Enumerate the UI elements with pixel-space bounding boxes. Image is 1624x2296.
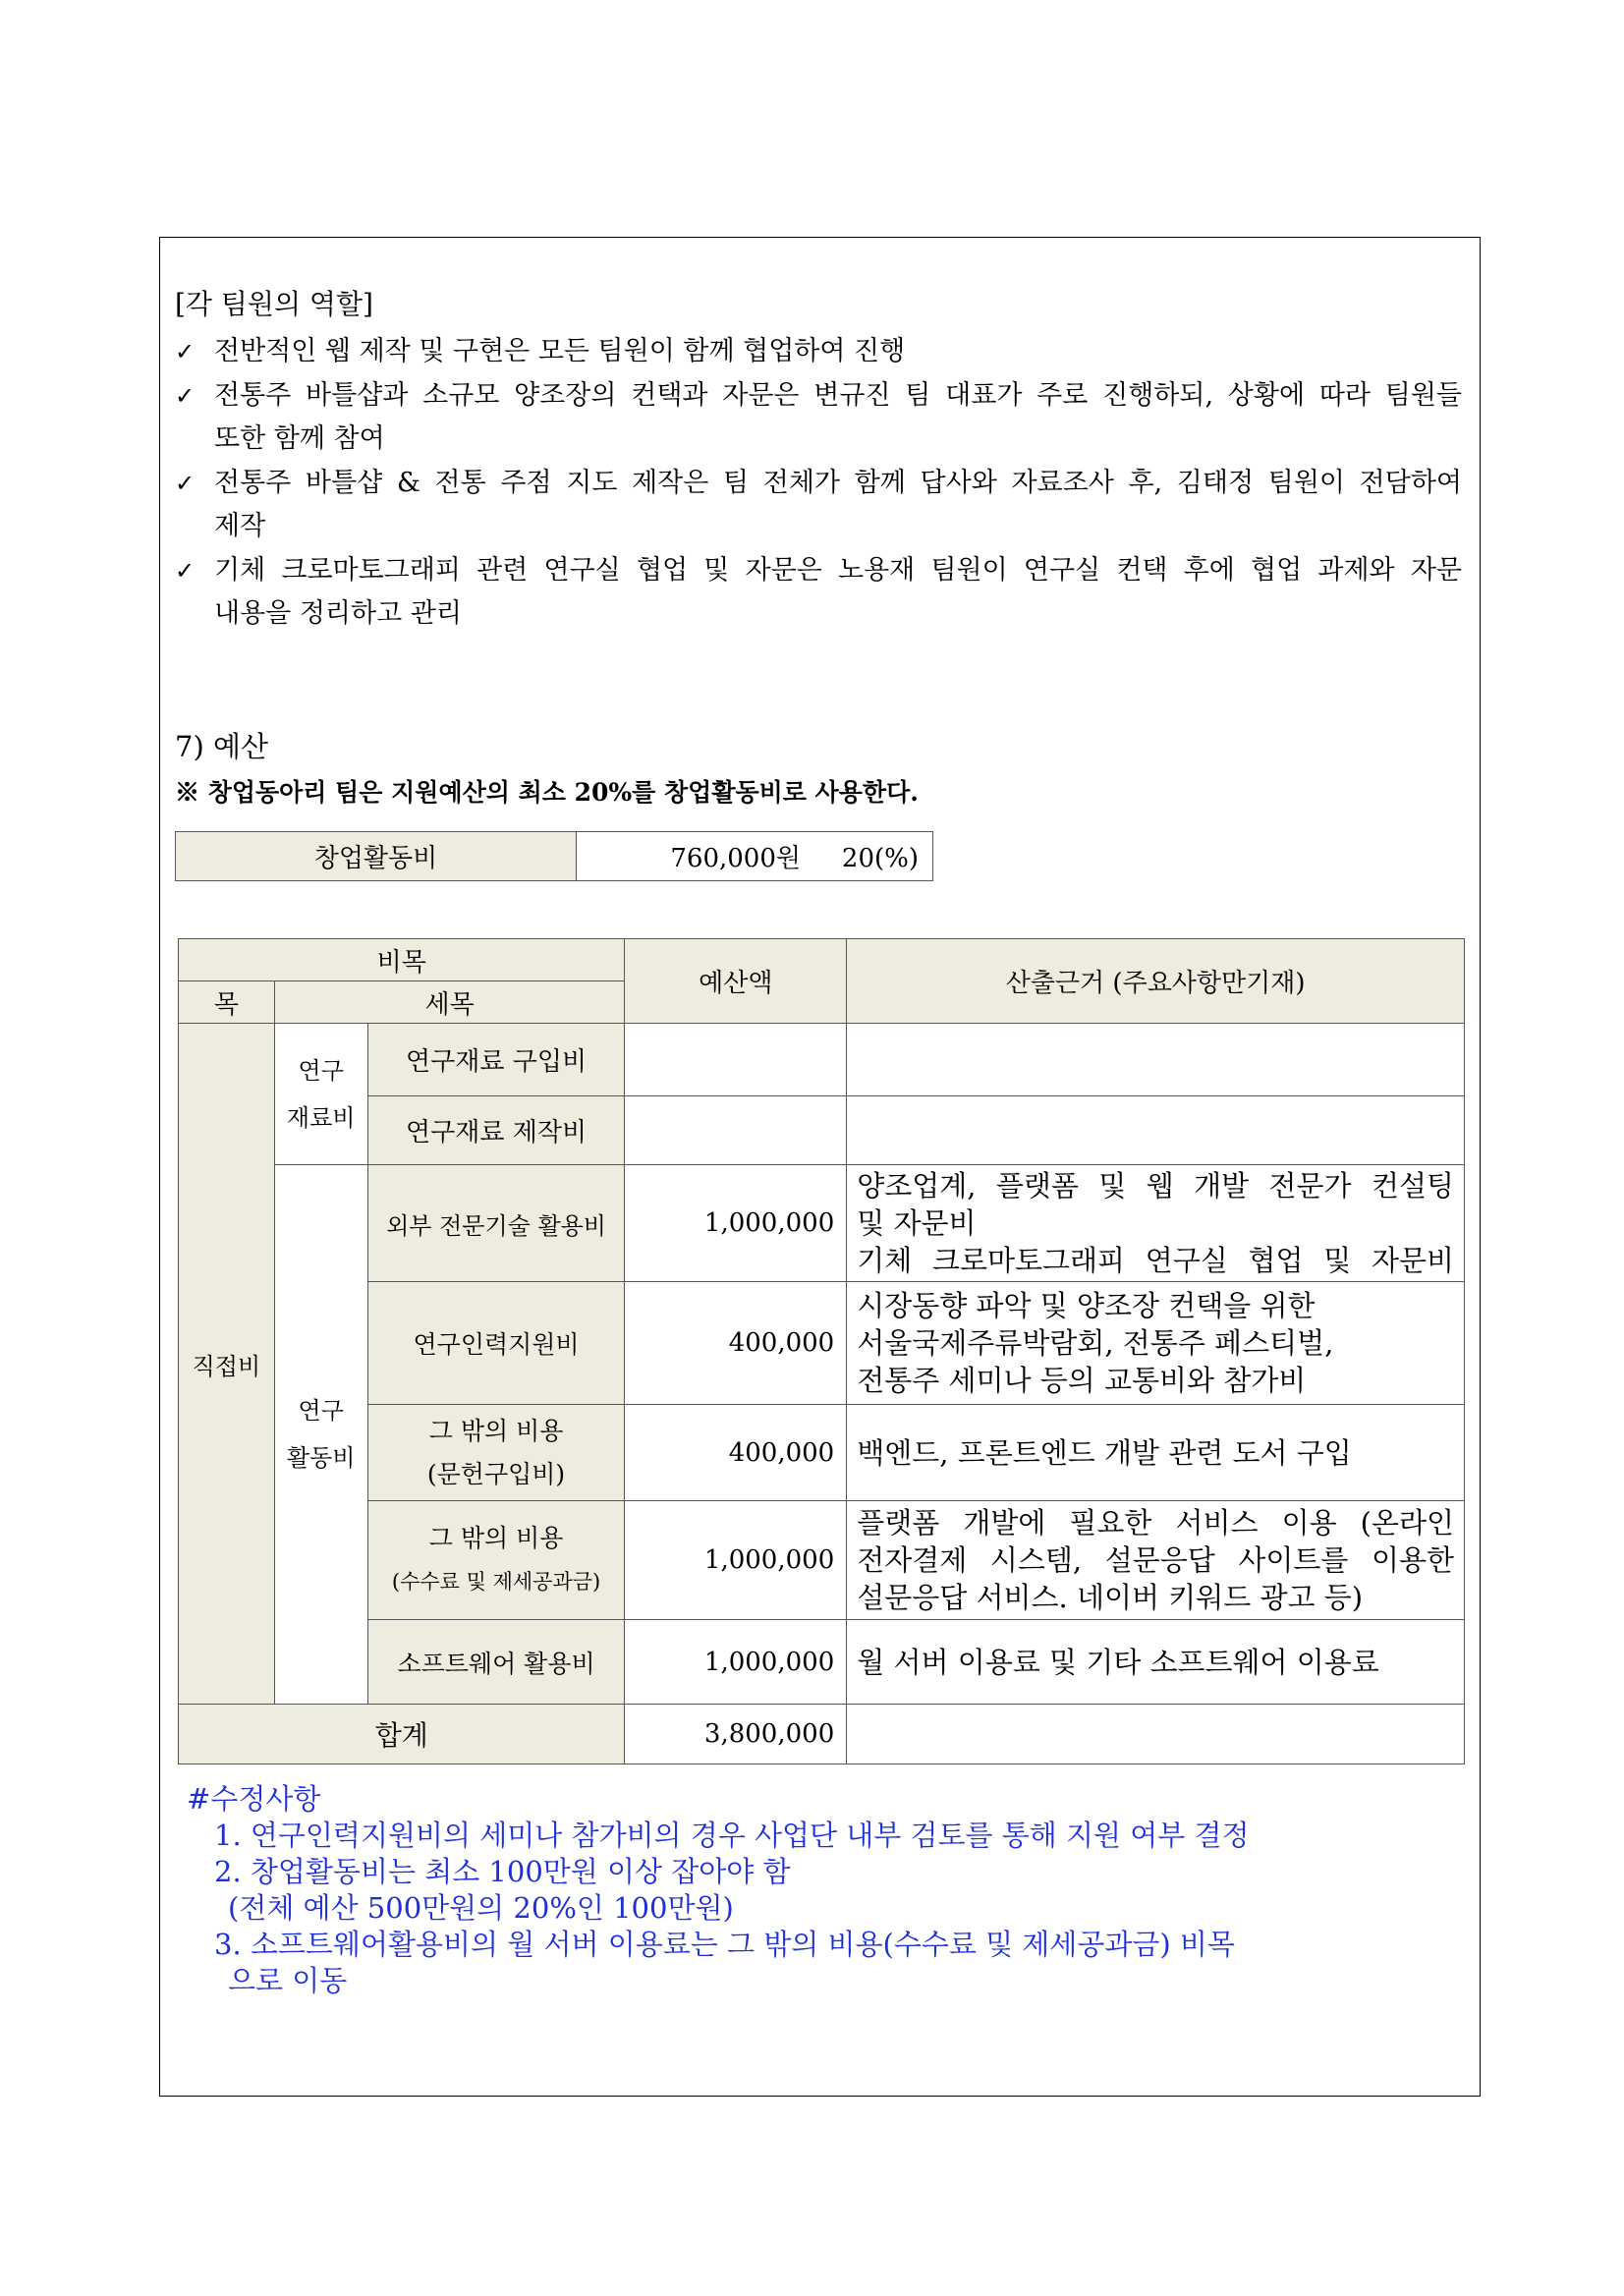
direct-cost-cell: 직접비 bbox=[179, 1024, 275, 1705]
basis-cell bbox=[847, 1096, 1465, 1165]
item-cell: 외부 전문기술 활용비 bbox=[367, 1165, 625, 1282]
check-icon: ✓ bbox=[175, 557, 196, 585]
startup-activity-values bbox=[577, 832, 933, 881]
basis-line: 월 서버 이용료 및 기타 소프트웨어 이용료 bbox=[857, 1645, 1379, 1679]
revision-item: (전체 예산 500만원의 20%인 100만원) bbox=[228, 1891, 734, 1925]
budget-table bbox=[178, 938, 1465, 1764]
role-line: 또한 함께 참여 bbox=[214, 423, 385, 454]
basis-cell bbox=[847, 1501, 1465, 1620]
basis-line: 전통주 세미나 등의 교통비와 참가비 bbox=[857, 1364, 1307, 1397]
header-category: 비목 bbox=[179, 939, 625, 981]
total-basis bbox=[847, 1705, 1465, 1764]
header-basis: 산출근거 (주요사항만기재) bbox=[847, 939, 1465, 1024]
role-bullet bbox=[175, 374, 1462, 461]
role-bullet bbox=[175, 549, 1462, 636]
basis-cell bbox=[847, 1405, 1465, 1501]
amount-cell: 1,000,000 bbox=[625, 1620, 847, 1705]
basis-line: 설문응답 서비스. 네이버 키워드 광고 등) bbox=[857, 1581, 1364, 1614]
check-icon: ✓ bbox=[175, 338, 196, 365]
item-line: (문헌구입비) bbox=[426, 1459, 566, 1488]
basis-cell bbox=[847, 1024, 1465, 1096]
header-amount: 예산액 bbox=[625, 939, 847, 1024]
check-icon: ✓ bbox=[175, 470, 196, 497]
budget-heading: 7) 예산 bbox=[175, 730, 269, 763]
group-research-material: 연구 재료비 bbox=[274, 1024, 367, 1165]
item-cell: 소프트웨어 활용비 bbox=[367, 1620, 625, 1705]
basis-line: 및 자문비 bbox=[857, 1206, 977, 1240]
item-cell bbox=[367, 1405, 625, 1501]
role-line: 제작 bbox=[214, 511, 266, 541]
role-line: 기체 크로마토그래피 관련 연구실 협업 및 자문은 노용재 팀원이 연구실 컨택 후에 협업 과제와 자문 bbox=[214, 555, 1462, 586]
basis-cell bbox=[847, 1165, 1465, 1282]
startup-activity-amount: 760,000원 bbox=[670, 844, 801, 873]
total-label: 합계 bbox=[179, 1705, 625, 1764]
amount-cell bbox=[625, 1096, 847, 1165]
item-cell: 연구재료 구입비 bbox=[367, 1024, 625, 1096]
role-bullet bbox=[175, 462, 1462, 548]
check-icon: ✓ bbox=[175, 382, 196, 410]
role-line: 내용을 정리하고 관리 bbox=[214, 598, 462, 629]
item-line: (수수료 및 제세공과금) bbox=[391, 1570, 601, 1594]
role-bullet bbox=[175, 330, 1462, 373]
revision-item: 3. 소프트웨어활용비의 월 서버 이용료는 그 밖의 비용(수수료 및 제세공과금) 비목 bbox=[214, 1928, 1235, 1961]
total-amount: 3,800,000 bbox=[625, 1705, 847, 1764]
revision-item: 으로 이동 bbox=[228, 1964, 348, 1997]
item-cell bbox=[367, 1501, 625, 1620]
header-mok: 목 bbox=[179, 981, 275, 1024]
revision-item: 2. 창업활동비는 최소 100만원 이상 잡아야 함 bbox=[214, 1855, 791, 1888]
basis-line: 백엔드, 프론트엔드 개발 관련 도서 구입 bbox=[857, 1435, 1352, 1470]
startup-activity-table bbox=[175, 831, 933, 881]
amount-cell: 1,000,000 bbox=[625, 1501, 847, 1620]
item-line: 그 밖의 비용 bbox=[428, 1416, 564, 1445]
revision-item: 1. 연구인력지원비의 세미나 참가비의 경우 사업단 내부 검토를 통해 지원 여부 결정 bbox=[214, 1819, 1250, 1852]
roles-title: [각 팀원의 역할] bbox=[175, 288, 373, 320]
item-line: 그 밖의 비용 bbox=[428, 1524, 564, 1552]
role-line: 전반적인 웹 제작 및 구현은 모든 팀원이 함께 협업하여 진행 bbox=[214, 336, 906, 366]
basis-line: 플랫폼 개발에 필요한 서비스 이용 (온라인 bbox=[857, 1506, 1454, 1540]
item-cell: 연구재료 제작비 bbox=[367, 1096, 625, 1165]
basis-line: 전자결제 시스템, 설문응답 사이트를 이용한 bbox=[857, 1543, 1454, 1577]
budget-note: ※ 창업동아리 팀은 지원예산의 최소 20%를 창업활동비로 사용한다. bbox=[175, 778, 919, 807]
revisions-title: #수정사항 bbox=[187, 1782, 321, 1816]
role-line: 전통주 바틀샵 & 전통 주점 지도 제작은 팀 전체가 함께 답사와 자료조사 후, 김태정 팀원이 전담하여 bbox=[214, 468, 1462, 498]
amount-cell: 400,000 bbox=[625, 1405, 847, 1501]
header-semok: 세목 bbox=[274, 981, 625, 1024]
role-line: 전통주 바틀샵과 소규모 양조장의 컨택과 자문은 변규진 팀 대표가 주로 진행하되, 상황에 따라 팀원들 bbox=[214, 380, 1462, 411]
basis-line: 양조업계, 플랫폼 및 웹 개발 전문가 컨설팅 bbox=[857, 1169, 1454, 1203]
startup-activity-label: 창업활동비 bbox=[176, 832, 577, 881]
basis-line: 서울국제주류박람회, 전통주 페스티벌, bbox=[857, 1326, 1334, 1360]
amount-cell: 400,000 bbox=[625, 1282, 847, 1405]
basis-cell bbox=[847, 1282, 1465, 1405]
basis-cell bbox=[847, 1620, 1465, 1705]
basis-line: 기체 크로마토그래피 연구실 협업 및 자문비 bbox=[857, 1244, 1454, 1277]
group-research-activity: 연구 활동비 bbox=[274, 1165, 367, 1705]
item-cell: 연구인력지원비 bbox=[367, 1282, 625, 1405]
basis-line: 시장동향 파악 및 양조장 컨택을 위한 bbox=[857, 1289, 1316, 1322]
amount-cell bbox=[625, 1024, 847, 1096]
amount-cell: 1,000,000 bbox=[625, 1165, 847, 1282]
startup-activity-percent: 20(%) bbox=[841, 844, 919, 873]
